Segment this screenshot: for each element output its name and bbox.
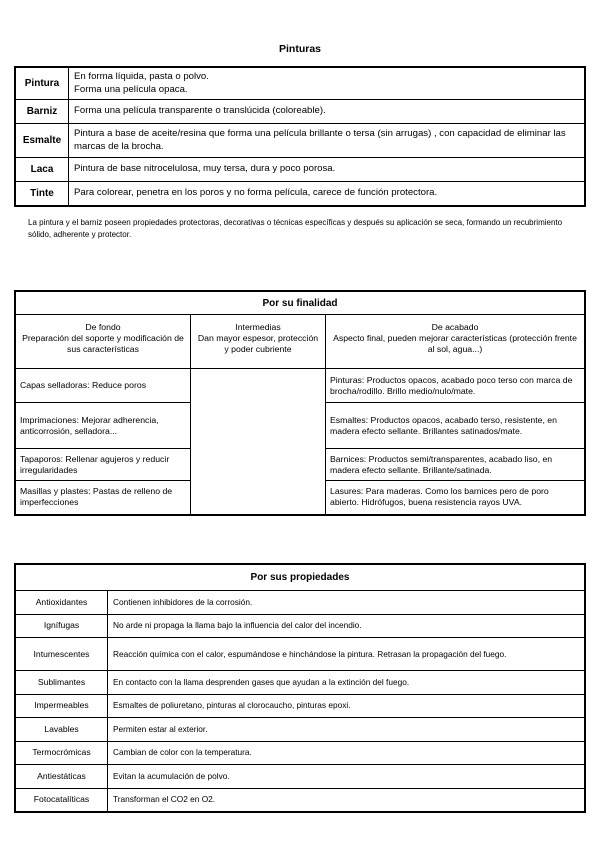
acabado-cell: Lasures: Para maderas. Como los barnices pero de poro abierto. Hidrófugos, buena resistencia rayos UVA. xyxy=(326,481,586,515)
column-header-fondo xyxy=(15,315,191,369)
property-cell: Antioxidantes xyxy=(15,591,108,615)
property-cell: Termocrómicas xyxy=(15,741,108,765)
term-cell: Barniz xyxy=(15,100,69,124)
column-header-desc: Aspecto final, pueden mejorar características (protección frente al sol, agua...) xyxy=(333,333,577,354)
description-cell: Cambian de color con la temperatura. xyxy=(108,741,586,765)
description-cell: En contacto con la llama desprenden gases que ayudan a la extinción del fuego. xyxy=(108,671,586,695)
description-cell: Evitan la acumulación de polvo. xyxy=(108,765,586,789)
column-header-desc: Preparación del soporte y modificación de sus características xyxy=(22,333,184,354)
table-row xyxy=(15,718,585,742)
intermedias-cell xyxy=(191,369,326,515)
table-row xyxy=(15,158,585,182)
term-cell: Tinte xyxy=(15,182,69,206)
property-cell: Intumescentes xyxy=(15,638,108,671)
acabado-cell: Barnices: Productos semi/transparentes, acabado liso, en madera efecto sellante. Brillante/satinada. xyxy=(326,449,586,481)
table-row xyxy=(15,788,585,812)
table-row xyxy=(15,671,585,695)
column-header-intermedias xyxy=(191,315,326,369)
term-cell: Esmalte xyxy=(15,124,69,158)
table-row xyxy=(15,100,585,124)
description-cell: Contienen inhibidores de la corrosión. xyxy=(108,591,586,615)
table-header-row xyxy=(15,564,585,591)
description-cell: Reacción química con el calor, espumándose e hinchándose la pintura. Retrasan la propagación del fuego. xyxy=(108,638,586,671)
paint-types-table xyxy=(14,66,586,207)
table-row xyxy=(15,124,585,158)
definition-cell xyxy=(69,67,586,100)
column-header-name: Intermedias xyxy=(235,322,281,332)
property-cell: Ignífugas xyxy=(15,614,108,638)
table-row xyxy=(15,369,585,403)
acabado-cell: Pinturas: Productos opacos, acabado poco terso con marca de brocha/rodillo. Brillo medio/nulo/mate. xyxy=(326,369,586,403)
purpose-table xyxy=(14,290,586,516)
fondo-cell: Masillas y plastes: Pastas de relleno de imperfecciones xyxy=(15,481,191,515)
table-row xyxy=(15,638,585,671)
table-row xyxy=(15,741,585,765)
column-header-name: De acabado xyxy=(431,322,479,332)
property-cell: Antiestáticas xyxy=(15,765,108,789)
note-text: La pintura y el barniz poseen propiedades protectoras, decorativas o técnicas específicas y después su aplicación se seca, formando un recubrimiento sólido, adherente y protector. xyxy=(28,218,563,239)
description-cell: Transforman el CO2 en O2. xyxy=(108,788,586,812)
description-cell: Esmaltes de poliuretano, pinturas al clorocaucho, pinturas epoxi. xyxy=(108,694,586,718)
description-cell: Permiten estar al exterior. xyxy=(108,718,586,742)
properties-table xyxy=(14,563,586,813)
column-header-acabado xyxy=(326,315,586,369)
table-row xyxy=(15,765,585,789)
page-title: Pinturas xyxy=(278,43,321,55)
definition-cell: Forma una película transparente o translúcida (coloreable). xyxy=(69,100,586,124)
fondo-cell: Tapaporos: Rellenar agujeros y reducir irregularidades xyxy=(15,449,191,481)
table-header-row xyxy=(15,291,585,315)
term-cell: Pintura xyxy=(15,67,69,100)
column-header-desc: Dan mayor espesor, protección y poder cubriente xyxy=(197,333,319,354)
definition-line: En forma líquida, pasta o polvo. xyxy=(74,71,209,82)
table-row xyxy=(15,67,585,100)
property-cell: Fotocatalíticas xyxy=(15,788,108,812)
definition-cell: Pintura a base de aceite/resina que forma una película brillante o tersa (sin arrugas) , con capacidad de eliminar las marcas de la brocha. xyxy=(69,124,586,158)
description-cell: No arde ni propaga la llama bajo la influencia del calor del incendio. xyxy=(108,614,586,638)
property-cell: Impermeables xyxy=(15,694,108,718)
fondo-cell: Capas selladoras: Reduce poros xyxy=(15,369,191,403)
column-header-row xyxy=(15,315,585,369)
definition-cell: Para colorear, penetra en los poros y no forma película, carece de función protectora. xyxy=(69,182,586,206)
table-title: Por sus propiedades xyxy=(15,564,585,591)
table-row xyxy=(15,182,585,206)
table-row xyxy=(15,694,585,718)
table-row xyxy=(15,614,585,638)
column-header-name: De fondo xyxy=(85,322,121,332)
table-row xyxy=(15,591,585,615)
acabado-cell: Esmaltes: Productos opacos, acabado terso, resistente, en madera efecto sellante. Brillantes satinados/mate. xyxy=(326,403,586,449)
definition-cell: Pintura de base nitrocelulosa, muy tersa, dura y poco porosa. xyxy=(69,158,586,182)
term-cell: Laca xyxy=(15,158,69,182)
property-cell: Sublimantes xyxy=(15,671,108,695)
table-title: Por su finalidad xyxy=(15,291,585,315)
fondo-cell: Imprimaciones: Mejorar adherencia, anticorrosión, selladora... xyxy=(15,403,191,449)
property-cell: Lavables xyxy=(15,718,108,742)
definition-line: Forma una película opaca. xyxy=(74,83,188,95)
